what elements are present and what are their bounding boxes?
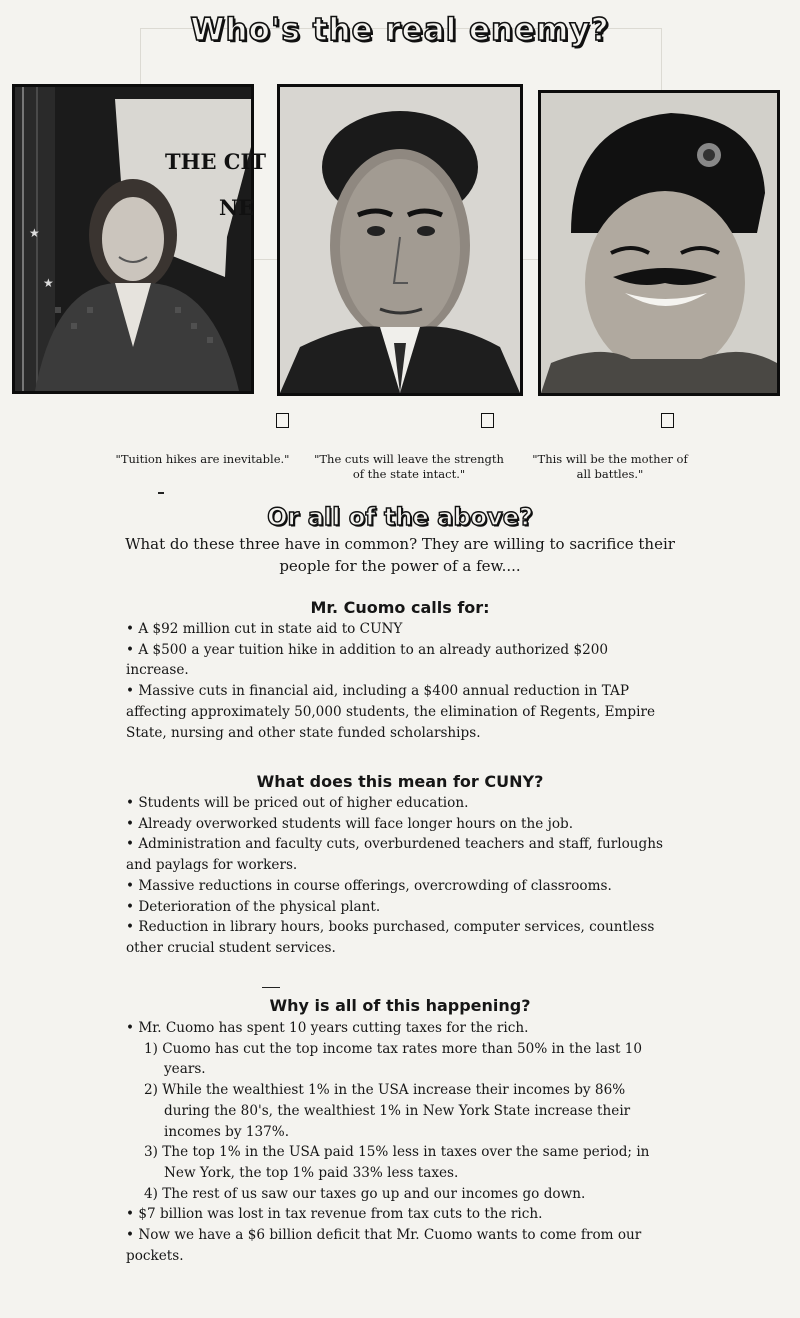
man-portrait-center-image (280, 87, 520, 393)
checkbox-right[interactable] (661, 413, 674, 428)
section-why-list (126, 1018, 671, 1266)
list-item: • A $500 a year tuition hike in addition to an already authorized $200 increase. (126, 641, 609, 679)
svg-text:★: ★ (29, 226, 40, 240)
svg-text:★: ★ (43, 276, 54, 290)
quote-left: "Tuition hikes are inevitable." (115, 452, 290, 466)
svg-text:THE CIT: THE CIT (165, 149, 266, 174)
stray-mark (262, 987, 280, 988)
list-item: • Mr. Cuomo has spent 10 years cutting taxes for the rich. (126, 1020, 529, 1036)
list-item: • Deterioration of the physical plant. (126, 898, 381, 915)
section-cuomo-list (126, 619, 666, 743)
numbered-item: 2) While the wealthiest 1% in the USA increase their incomes by 86% during the 80's, the wealthiest 1% in New York State increase their incomes by 137%. (144, 1082, 631, 1140)
photo-left (12, 84, 266, 394)
list-item: • $7 billion was lost in tax revenue from tax cuts to the rich. (126, 1206, 543, 1223)
checkbox-center[interactable] (481, 413, 494, 428)
numbered-item: 4) The rest of us saw our taxes go up and our incomes go down. (144, 1185, 586, 1202)
section-why-title: Why is all of this happening? (269, 996, 531, 1015)
checkbox-left[interactable] (276, 413, 289, 428)
subhead: Or all of the above? (267, 503, 533, 531)
list-item: • Administration and faculty cuts, overburdened teachers and staff, furloughs and paylags for workers. (126, 836, 663, 874)
svg-text:NE: NE (219, 195, 255, 220)
headline: Who's the real enemy? (190, 12, 610, 48)
intro-text: What do these three have in common? They are willing to sacrifice their people for the power of a few.... (125, 535, 675, 575)
list-item: • Students will be priced out of higher education. (126, 795, 469, 811)
numbered-item: 1) Cuomo has cut the top income tax rates more than 50% in the last 10 years. (144, 1040, 643, 1078)
ghost-text (60, 398, 64, 413)
woman-portrait-image (15, 87, 266, 391)
quote-center: "The cuts will leave the strength of the state intact." (314, 452, 504, 481)
section-cuomo-title: Mr. Cuomo calls for: (310, 598, 490, 617)
list-item: • Already overworked students will face longer hours on the job. (126, 815, 574, 832)
list-item: • A $92 million cut in state aid to CUNY (126, 621, 403, 637)
list-item: • Massive cuts in financial aid, including a $400 annual reduction in TAP affecting approximately 50,000 students, the elimination of Regents, Empire State, nursing and other state funded scholarships. (126, 683, 656, 741)
stray-mark (158, 492, 164, 494)
man-portrait-beret-image (541, 93, 777, 393)
list-item: • Now we have a $6 billion deficit that Mr. Cuomo wants to come from our pockets. (126, 1227, 642, 1264)
section-cuny-title: What does this mean for CUNY? (256, 772, 544, 791)
numbered-item: 3) The top 1% in the USA paid 15% less in taxes over the same period; in New York, the top 1% paid 33% less taxes. (144, 1144, 650, 1181)
list-item: • Reduction in library hours, books purchased, computer services, countless other crucial student services. (126, 919, 655, 956)
photo-right (538, 90, 780, 396)
list-item: • Massive reductions in course offerings, overcrowding of classrooms. (126, 877, 612, 894)
photo-center (277, 84, 523, 396)
section-cuny-list (126, 793, 666, 959)
quote-right: "This will be the mother of all battles." (532, 452, 688, 481)
